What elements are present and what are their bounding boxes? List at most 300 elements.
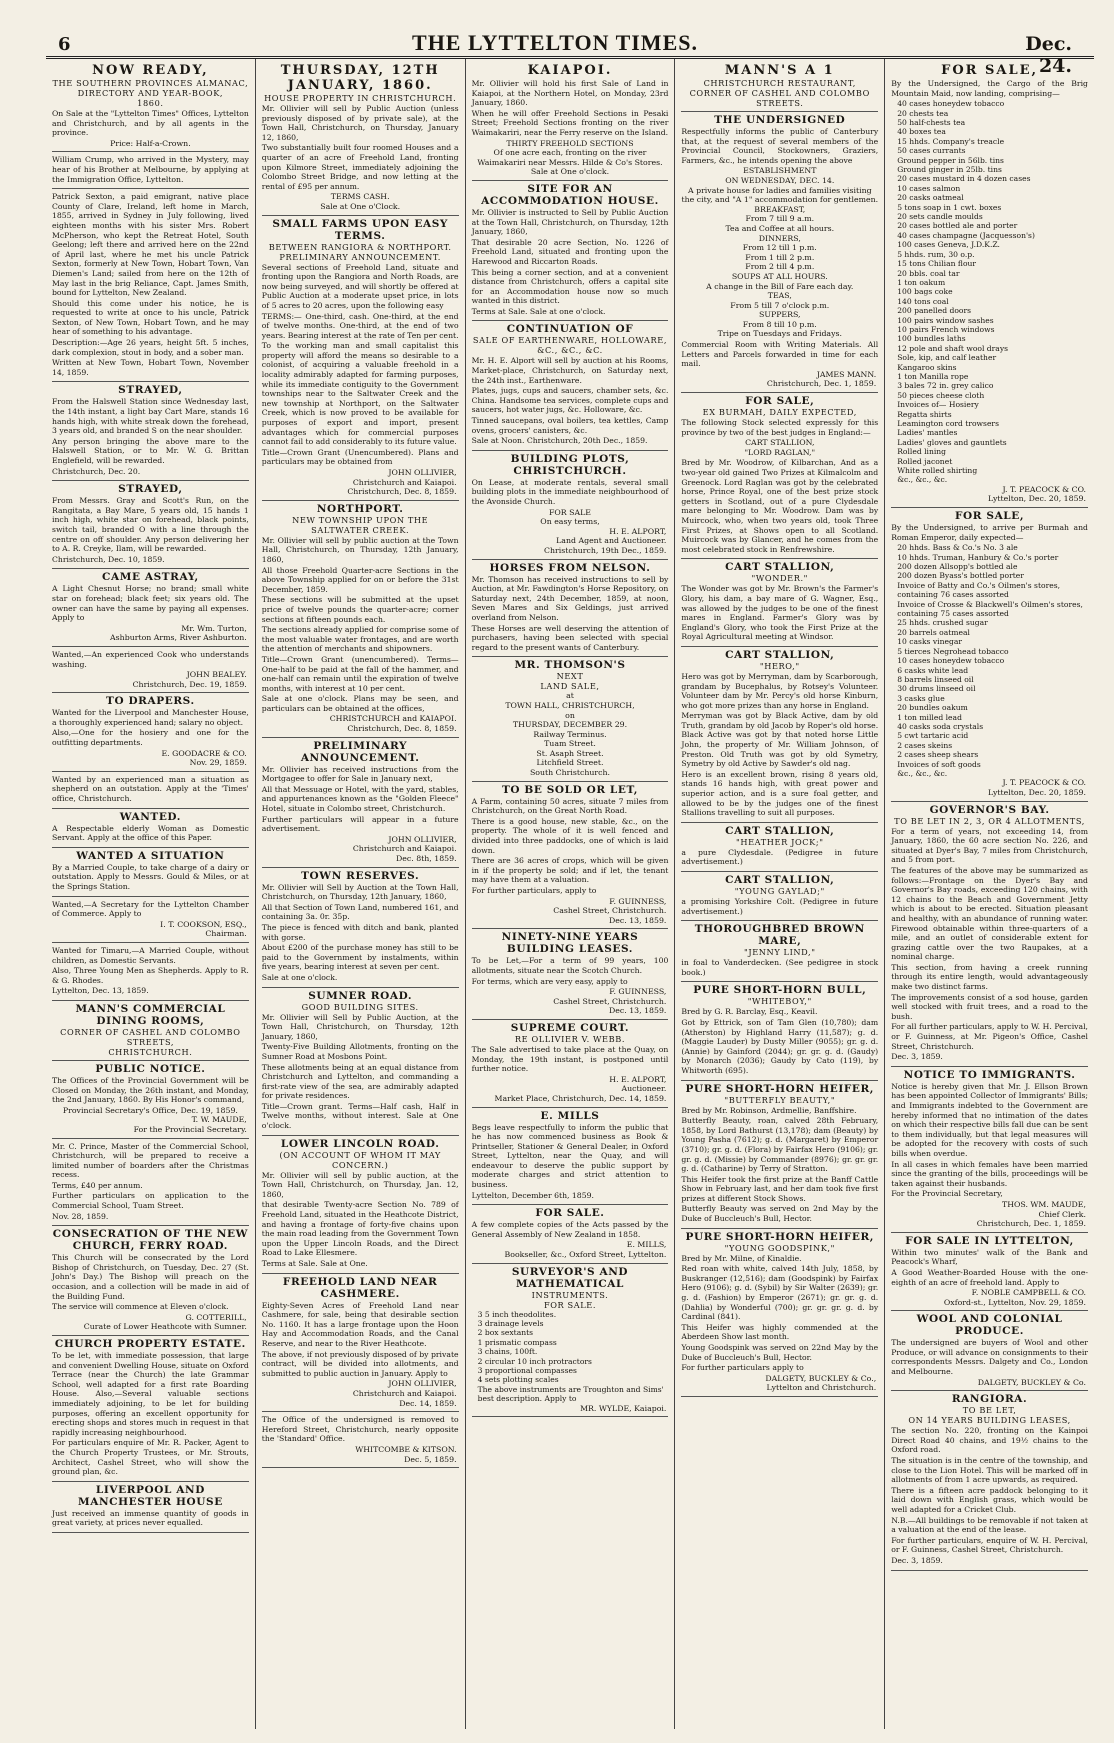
ad-centered-line: On easy terms, [540,517,600,527]
ad-paragraph: Lyttelton, December 6th, 1859. [471,1190,594,1200]
advertisement [472,1264,669,1418]
ad-centered-line: ON WEDNESDAY, DEC. 14. [725,175,835,185]
ad-signature: Chief Clerk. [1038,1209,1086,1219]
list-item: 1 prismatic compass [477,1337,557,1347]
item-list [891,543,1088,778]
ad-signature: Dec. 13, 1859. [609,915,667,925]
ad-heading: FOR SALE, [955,510,1025,523]
column-1 [46,59,256,1729]
advertisement [262,61,459,216]
ad-paragraph: Within two minutes' walk of the Bank and Peacock's Wharf, [891,1247,1088,1267]
ad-paragraph: The improvements consist of a sod house, garden well stocked with fruit trees, and a road to the bush. [891,992,1088,1021]
ad-subheading: INSTRUMENTS. [531,1289,609,1300]
list-item: 3 5 inch theodolites. [477,1309,557,1319]
list-item: 5 tierces Negrohead tobacco [897,646,1009,656]
ad-subheading: SALE OF EARTHENWARE, HOLLOWARE, &C., &C., &C. [472,335,668,356]
ad-subheading: "JENNY LIND," [743,947,816,958]
ad-centered-line: South Christchurch. [529,768,611,778]
list-item: 40 casks soda crystals [897,721,984,731]
ad-heading: CONTINUATION OF [506,323,634,336]
ad-paragraph: Twenty-Five Building Allotments, fronting on the Sumner Road at Mosbons Point. [261,1042,459,1061]
ad-paragraph: Eighty-Seven Acres of Freehold Land near Cashmere, for sale, being that desirable section No. 1160. It has a large frontage upon the Hoon Hay and Accommodation Roads, and the Canal Reserve, and near to the River Heathcote. [261,1300,459,1348]
ad-paragraph: Wanted,—A Secretary for the Lyttelton Chamber of Commerce. Apply to [52,899,249,919]
ad-centered-line: BREAKFAST, [754,204,806,214]
list-item: Invoice of Batty and Co.'s Oilmen's stores, containing 76 cases assorted [897,580,1061,600]
ad-heading: SMALL FARMS UPON EASY TERMS. [272,217,449,242]
ad-paragraph: Mr. Ollivier has received instructions from the Mortgagee to offer for Sale in January next, [261,764,459,784]
ad-signature: WHITCOMBE & KITSON. [355,1444,457,1454]
ad-paragraph: These sections will be submitted at the upset price of twelve pounds the quarter-acre; corner sections at fifteen pounds each. [261,595,459,624]
ad-paragraph: From Messrs. Gray and Scott's Run, on the Rangitata, a Bay Mare, 5 years old, 15 hands 1 inch high, white star on forehead, black points, switch tail, branded O with a line through the centre on off shoulder. Any person delivering her to A. R. Creyke, Ilam, will be rewarded. [52,496,249,554]
ad-signature: Christchurch, Dec. 19, 1859. [132,679,247,689]
ad-signature: Dec. 13, 1859. [609,1006,667,1016]
advertisement [52,647,249,693]
list-item: 5 cwt tartaric acid [897,731,969,741]
issue-date: Dec. 24. [1025,33,1072,77]
ad-centered-line: Provincial Secretary's Office, Dec. 19, 1859. [62,1105,238,1115]
ad-subheading: (ON ACCOUNT OF WHOM IT MAY CONCERN.) [279,1149,441,1170]
ad-heading: TO DRAPERS. [106,695,195,708]
ad-paragraph: Butterfly Beauty was served on 2nd May by the Duke of Buccleuch's Bull, Hector. [681,1204,879,1224]
ad-subheading: TO BE LET IN 2, 3, OR 4 ALLOTMENTS, [894,815,1085,826]
list-item: Leamington cord trowsers [897,419,999,428]
advertisement [52,1482,249,1533]
ad-paragraph: Terms at Sale. Sale at One. [261,1259,368,1268]
ad-paragraph: The Office of the undersigned is removed to Hereford Street, Christchurch, nearly opposite the 'Standard' Office. [261,1415,459,1444]
advertisement [52,1226,249,1336]
advertisement [891,61,1088,508]
ad-paragraph: Bred by Mr. Woodrow, of Kilbarchan, And as a two-year old gained Two Prizes at Kilmalcolm and Greenock. Lord Raglan was got by the celebrated horse, Prince Royal, one of the best prize stock getters in Scotland, out of a pure Clydesdale mare belonging to Mr. Woodrow. Dam was by Muircock, who, when two years old, took Three First Prizes, at Shows open to all Scotland. Muircock was by Glancer, and he comes from the most celebrated stock in Renfrewshire. [681,458,879,554]
ad-centered-line: FOR SALE [548,507,591,517]
item-list [891,99,1088,485]
column-3 [466,59,676,1729]
ad-centered-line: Railway Terminus. [533,729,607,739]
ad-heading: FREEHOLD LAND NEAR CASHMERE. [282,1275,438,1300]
ad-subheading: GOOD BUILDING SITES. [301,1001,419,1012]
ad-subheading: CORNER OF CASHEL AND COLOMBO STREETS. [689,88,870,108]
ad-heading: CHURCH PROPERTY ESTATE. [54,1338,246,1350]
ad-paragraph: Commercial Room with Writing Materials. All Letters and Parcels forwarded in time for each mail. [681,340,879,369]
ad-paragraph: When he will offer Freehold Sections in Pesaki Street; Freehold Sections fronting on the river Waimakariri, near the Ferry reserve on the Island. [471,108,669,137]
ad-paragraph: Christchurch, Dec. 10, 1859. [52,554,165,564]
ad-paragraph: Sale at Noon. Christchurch, 20th Dec., 1859. [471,436,648,446]
ad-subheading: RE OLLIVIER V. WEBB. [514,1033,626,1044]
list-item: 25 hhds. crushed sugar [897,618,988,628]
ad-paragraph: This Heifer took the first prize at the Banff Cattle Show in February last, and her dam took five first prizes at different Stock Shows. [681,1174,879,1203]
advertisement [472,61,669,181]
ad-signature: Christchurch, Dec. 8, 1859. [347,724,457,734]
advertisement [681,1081,878,1229]
ad-signature: JOHN OLLIVIER, [388,1379,457,1389]
ad-signature: F. GUINNESS, [609,896,667,906]
list-item: 50 cases currants [897,146,966,156]
list-item: 1 ton milled lead [897,712,962,722]
ad-centered-line: A private house for ladies and families visiting the city, and "A 1" accommodation for gentlemen. [681,185,879,205]
ad-subheading: PRELIMINARY ANNOUNCEMENT. [279,251,441,262]
column-5 [885,59,1094,1729]
ad-heading: THURSDAY, 12TH JANUARY, 1860. [280,63,440,93]
list-item: 2 box sextants [477,1328,534,1338]
advertisement [262,1136,459,1274]
advertisement [472,657,669,781]
ad-centered-line: at [566,691,574,701]
ad-paragraph: Also,—One for the hosiery and one for the outfitting departments. [52,728,249,748]
ad-heading: WANTED. [119,810,182,823]
ad-paragraph: For all further particulars, apply to W. H. Percival, or F. Guinness, at Mr. Pigeon's Office, Cashel Street, Christchurch. [891,1022,1088,1051]
list-item: 15 hhds. Company's treacle [897,136,1005,146]
ad-signature: I. T. COOKSON, ESQ., [160,919,247,929]
ad-paragraph: Wanted,—An experienced Cook who understands washing. [52,649,249,669]
ad-heading: FOR SALE IN LYTTELTON, [905,1234,1074,1247]
advertisement [681,1229,878,1397]
ad-paragraph: Mr. Ollivier will Sell by Public Auction, at the Town Hall, Christchurch, on Thursday, 12th January, 1860, [261,1012,459,1041]
ad-paragraph: Mr. Thomson has received instructions to sell by Auction, at Mr. Fawdington's Horse Repository, on Saturday next, 24th December, 1859, at noon, Seven Mares and Six Geldings, just arrived overland from Nelson. [471,574,669,622]
ad-heading: THE UNDERSIGNED [714,114,846,126]
ad-subheading: CHRISTCHURCH RESTAURANT, [703,78,856,88]
list-item: 100 bags coke [897,287,953,297]
list-item: 20 hhds. Bass & Co.'s No. 3 ale [897,543,1018,553]
list-item: Sole, kip, and calf leather [897,353,997,363]
ad-paragraph: A Good Weather-Boarded House with the one-eighth of an acre of freehold land. Apply to [891,1267,1088,1287]
list-item: 20 sets candle moulds [897,212,983,222]
ad-paragraph: Dec. 3, 1859. [891,1555,943,1565]
ad-paragraph: a promising Yorkshire Colt. (Pedigree in future advertisement.) [681,897,879,916]
ad-paragraph: Two substantially built four roomed Houses and a quarter of an acre of Freehold Land, fronting upon Kilmore Street, immediately adjoining the Colombo Street Bridge, and now letting at the rental of £95 per annum. [261,143,459,191]
list-item: White rolled shirting [897,466,978,476]
ad-paragraph: Terms, £40 per annum. [52,1180,143,1190]
ad-heading: STRAYED, [118,483,183,496]
list-item: 5 tons soap in 1 cwt. boxes [897,202,1002,212]
ad-signature: For the Provincial Secretary. [133,1124,247,1134]
ad-signature: J. T. PEACOCK & CO. [1002,484,1086,494]
ad-paragraph: Title—Crown Grant (Unencumbered). Plans and particulars may be obtained from [261,447,459,467]
advertisement [262,501,459,738]
ad-paragraph: Merryman was got by Black Active, dam by old Truth, grandam by old Jacob by Roper's old horse. Black Active was got by that noted horse Little John, the property of Mr. William Johnson, of Preston. Old Truth was got by old Symetry, Symetry by old Active by Sawder's old nag. [681,711,879,769]
ad-paragraph: From the Halswell Station since Wednesday last, the 14th instant, a light bay Cart Mare, stands 16 hands high, with white streak down the forehead, 3 years old, and branded S on the near shoulder. [52,397,249,436]
list-item: 140 tons coal [897,296,949,306]
ad-paragraph: Notice is hereby given that Mr. J. Ellson Brown has been appointed Collector of Immigrants' Bills; and Immigrants indebted to the Government are hereby informed that no intimation of the dates on which their respective bills fall due can be sent to them individually, but that legal measures will be adopted for the recovery with costs of such bills when overdue. [891,1081,1088,1158]
columns [46,59,1094,1729]
list-item: 20 casks oatmeal [897,193,964,203]
ad-heading: MANN'S A 1 [724,63,835,78]
ad-centered-line: From 2 till 4 p.m. [745,262,815,272]
ad-paragraph: The piece is fenced with ditch and bank, planted with gorse. [261,922,459,942]
list-item: 10 pairs French windows [897,324,995,334]
advertisement [52,848,249,897]
ad-paragraph: Also, Three Young Men as Shepherds. Apply to R. & G. Rhodes. [52,966,249,985]
ad-paragraph: This Church will be consecrated by the Lord Bishop of Christchurch, on Tuesday, Dec. 27 (St. John's Day.) The Bishop will preach on the occasion, and a collection will be made in aid of the Building Fund. [52,1253,249,1301]
ad-signature: Christchurch, Dec. 8, 1859. [347,487,457,497]
ad-centered-line: Sale at One o'Clock. [320,201,401,211]
list-item: 10 cases salmon [897,183,961,193]
ad-heading: WOOL AND COLONIAL PRODUCE. [916,1313,1063,1338]
ad-paragraph: Wanted by an experienced man a situation as shepherd on an outstation. Apply at the 'Times' office, Christchurch. [52,774,249,804]
advertisement [52,61,249,152]
list-item: Kangaroo skins [897,362,957,372]
ad-paragraph: These Horses are well deserving the attention of purchasers, having been selected with special regard to the present wants of Canterbury. [471,623,669,652]
advertisement [472,782,669,930]
ad-centered-line: on [565,710,575,720]
ad-heading: CART STALLION, [725,874,835,886]
advertisement [262,738,459,868]
advertisement [52,1139,249,1227]
ad-paragraph: The service will commence at Eleven o'clock. [52,1302,229,1312]
ad-paragraph: William Crump, who arrived in the Mystery, may hear of his Brother at Melbourne, by applying at the Immigration Office, Lyttelton. [52,155,249,184]
list-item: 8 barrels linseed oil [897,674,974,684]
ad-centered-line: ESTABLISHMENT [743,166,817,176]
list-item: Invoices of soft goods [897,759,981,769]
ad-paragraph: The sections already applied for comprise some of the most valuable water frontages, and are worth the attention of merchants and shipowners. [261,625,459,654]
ad-paragraph: Begs leave respectfully to inform the public that he has now commenced business as Book & Printseller, Stationer & General Dealer, in Oxford Street, Lyttelton, near the Quay, and will endeavour to deserve the public support by moderate charges and strict attention to business. [471,1122,669,1190]
advertisement [52,569,249,647]
ad-signature: Lyttelton, Dec. 20, 1859. [987,494,1086,504]
list-item: 20 chests tea [897,108,949,118]
list-item: 200 panelled doors [897,306,972,316]
ad-subheading: EX BURMAH, DAILY EXPECTED, [702,407,857,418]
list-item: Rolled lining [897,447,947,457]
list-item: 40 cases champagne (Jacquesson's) [897,230,1035,240]
ad-heading: SUMNER ROAD. [308,989,413,1002]
ad-paragraph: In all cases in which females have been married since the granting of the bills, proceedings will be taken against their husbands. [891,1159,1088,1188]
list-item: 3 proportional compasses [477,1366,577,1376]
ad-paragraph: Christchurch, Dec. 20. [52,466,141,476]
advertisement [52,943,249,1001]
ad-paragraph: This being a corner section, and at a convenient distance from Christchurch, offers a capital site for an Accommodation house now so much wanted in this district. [471,267,669,306]
list-item: 20 bbls. coal tar [897,268,960,278]
ad-subheading: BETWEEN RANGIORA & NORTHPORT. [268,241,452,252]
ad-signature: F. GUINNESS, [609,987,667,997]
list-item: Rolled jaconet [897,456,953,466]
list-item: 2 cases skeins [897,740,953,750]
ad-subheading: HOUSE PROPERTY IN CHRISTCHURCH. [264,93,457,103]
ad-subheading: "YOUNG GAYLAD;" [734,886,825,896]
ad-subheading: "HEATHER JOCK;" [735,836,824,847]
ad-heading: SITE FOR AN ACCOMMODATION HOUSE. [481,182,659,207]
list-item: 20 cases bottled ale and porter [897,221,1018,231]
ad-paragraph: Hero is an excellent brown, rising 8 years old, stands 16 hands high, with great power and superior action, and is a sure foal getter, and allowed to be by the judges one of the finest Stallions travelling to suit all purposes. [681,769,879,818]
ad-paragraph: Young Goodspink was served on 22nd May by the Duke of Buccleuch's Bull, Hector. [681,1343,879,1362]
advertisement [681,647,878,823]
ad-signature: Christchurch, 19th Dec., 1859. [544,545,667,555]
advertisement [681,61,878,112]
ad-signature: Christchurch and Kaiapoi. [352,477,457,487]
advertisement [681,112,878,393]
ad-centered-line: From 5 till 7 o'clock p.m. [730,300,830,310]
ad-subheading: CHRISTCHURCH. [108,1046,193,1057]
list-item: 50 pieces cheese cloth [897,390,985,400]
list-item: 2 cases sheep shears [897,750,979,760]
ad-centered-line: DINNERS, [758,233,801,243]
ad-signature: JAMES MANN. [816,369,877,379]
ad-signature: Nov. 29, 1859. [189,758,247,768]
ad-heading: PURE SHORT-HORN HEIFER, [685,1230,875,1243]
advertisement [472,321,669,450]
ad-centered-line: Tea and Coffee at all hours. [725,223,835,233]
ad-heading: CART STALLION, [725,648,835,661]
ad-paragraph: Bred by Mr. Milne, of Kinaldie. [681,1253,802,1263]
ad-centered-line: A change in the Bill of Fare each day. [706,281,854,291]
ad-centered-line: "LORD RAGLAN," [744,447,816,457]
ad-paragraph: N.B.—All buildings to be removable if not taken at a valuation at the end of the lease. [891,1515,1088,1535]
ad-signature: Lyttelton, Dec. 20, 1859. [987,787,1086,797]
ad-subheading: THE SOUTHERN PROVINCES ALMANAC, DIRECTORY AND YEAR-BOOK, [52,78,249,98]
ad-signature: Christchurch and Kaiapoi. [352,1388,457,1398]
advertisement [891,1311,1088,1391]
list-item: 1 ton Manilla rope [897,371,969,381]
ad-paragraph: that desirable Twenty-acre Section No. 789 of Freehold Land, situated in the Heathcote District, and having a frontage of forty-five chains upon the main road leading from the Government Town upon the Upper Lincoln Roads, and the Direct Road to Lake Ellesmere. [261,1200,459,1258]
list-item: 4 sets plotting scales [477,1375,559,1385]
ad-signature: Lyttelton and Christchurch. [766,1383,877,1393]
ad-signature: Bookseller, &c., Oxford Street, Lyttelton. [504,1250,667,1260]
ad-heading: SURVEYOR'S AND MATHEMATICAL [511,1265,629,1290]
ad-paragraph: All those Freehold Quarter-acre Sections in the above Township applied for on or before the 31st December, 1859. [261,565,459,594]
ad-signature: THOS. WM. MAUDE, [1002,1199,1086,1209]
ad-paragraph: A Respectable elderly Woman as Domestic Servant. Apply at the office of this Paper. [52,823,249,843]
ad-signature: Christchurch and Kaiapoi. [352,844,457,854]
advertisement [891,1391,1088,1570]
advertisement [262,1274,459,1413]
ad-heading: HORSES FROM NELSON. [489,561,651,574]
ad-signature: Christchurch, Dec. 1, 1859. [976,1219,1086,1229]
advertisement [472,181,669,322]
ad-paragraph: Sale at one o'clock. Plans may be seen, and particulars can be obtained at the offices, [261,694,459,713]
ad-signature: MR. WYLDE, Kaiapoi. [580,1403,667,1413]
item-list [472,1310,669,1404]
advertisement [472,929,669,1020]
advertisement [891,508,1088,802]
list-item: 20 cases mustard in 4 dozen cases [897,174,1031,184]
ad-paragraph: Bred by G. R. Barclay, Esq., Keavil. [681,1007,818,1017]
ad-paragraph: To be let, with immediate possession, that large and convenient Dwelling House, situate on Oxford Terrace (near the Church) the late Grammar School, well adapted for a first rate Boarding House. Also,—Several valuable sections immediately adjoining, to be let for building purposes, offering an excellent opportunity for erecting shops and stores much in request in that rapidly increasing neighbourhood. [52,1351,249,1437]
ad-signature: CHRISTCHURCH and KAIAPOI. [329,714,457,724]
ad-paragraph: Plates, jugs, cups and saucers, chamber sets, &c. China. Handsome tea services, complete cups and saucers, hot water jugs, &c. Holloware, &c. [471,386,669,415]
advertisement [472,1108,669,1206]
list-item: 15 tons Chilian flour [897,259,977,269]
ad-paragraph: Mr. Ollivier is instructed to Sell by Public Auction at the Town Hall, Christchurch, on Thursday, 12th January, 1860, [471,207,669,237]
ad-heading: CAME ASTRAY, [102,571,199,584]
list-item: 10 hhds. Truman, Hanbury & Co.'s porter [897,552,1059,562]
ad-centered-line: CART STALLION, [745,438,815,448]
ad-paragraph: There is a good house, new stable, &c., on the property. The whole of it is well fenced and divided into three paddocks, one of which is laid down. [471,816,669,855]
ad-paragraph: The undersigned are buyers of Wool and other Produce, or will advance on consignments to their correspondents Messrs. Dalgety and Co., London and Melbourne. [891,1338,1088,1377]
advertisement [52,1336,249,1482]
ad-signature: JOHN BEALEY. [186,670,247,680]
ad-paragraph: Bred by Mr. Robinson, Ardmellie, Banffshire. [681,1105,857,1115]
ad-centered-line: From 7 till 9 a.m. [745,214,815,224]
ad-paragraph: Patrick Sexton, a paid emigrant, native place County of Clare, Ireland, left home in March, 1855, arrived in Sydney in July following, lived eighteen months with his sister Mrs. Robert McPherson, who kept the Retreat Hotel, South Geelong; left there and arrived here on the 22nd of April last, where he met his uncle Patrick Sexton, formerly at New Town, Hobart Town, Van Diemen's Land; sailed from here on the 12th of May last in the brig Reliance, Capt. James Smith, bound for Lyttelton, New Zealand. [52,192,249,298]
ad-paragraph: This section, from having a creek running through its entire length, would advantageously make two distinct farms. [891,962,1088,992]
ad-signature: H. E. ALPORT, [609,1074,667,1084]
advertisement [681,559,878,647]
ad-signature: Market Place, Christchurch, Dec. 14, 1859. [494,1093,667,1103]
advertisement [262,1412,459,1468]
ad-signature: E. GOODACRE & CO. [161,748,247,758]
advertisement [262,216,459,501]
ad-paragraph: Sale at one o'clock. [261,972,338,982]
ad-paragraph: Got by Ettrick, son of Tam Glen (10,780); dam (Atherston) by Highland Harry (11,587); g. d. (Maggie Lauder) by Dusty Miller (9055); gr. g. d. (Annie) by Gainford (2044); gr. gr. g. d. (Gaudy) by Monarch (2036); Gaudy by Cato (119), by Whitworth (695). [681,1017,879,1075]
ad-signature: DALGETY, BUCKLEY & Co., [765,1373,877,1383]
ad-paragraph: Butterfly Beauty, roan, calved 28th February, 1858, by Lord Bathurst (13,178); dam (Beauty) by Young Pasha (7612); g. d. (Margaret) by Emperor (3710); gr. g. d. (Flora) by Fairfax Hero (9106); gr. gr. g. d. (Missie) by Commander (8976); gr. gr. gr. g. d. (Catharine) by Terry of Stratton. [681,1116,879,1174]
ad-centered-line: Tuam Street. [544,739,596,749]
ad-heading: NOTICE TO IMMIGRANTS. [903,1068,1076,1081]
advertisement [472,560,669,658]
ad-subheading: "WHITEBOY," [747,996,812,1007]
ad-signature: Dec. 14, 1859. [399,1398,457,1408]
ad-paragraph: For terms, which are very easy, apply to [471,976,628,986]
ad-paragraph: There are 36 acres of crops, which will be given in if the property be sold; and if let, the tenant may have them at a valuation. [471,856,669,885]
ad-paragraph: For further particulars apply to [681,1363,804,1373]
advertisement [52,152,249,189]
ad-subheading: "YOUNG GOODSPINK," [724,1242,835,1253]
ad-subheading: FOR SALE. [543,1299,597,1310]
ad-paragraph: Further particulars on application to the Commercial School, Tuam Street. [52,1191,249,1211]
advertisement [52,481,249,569]
ad-paragraph: Wanted for Timaru,—A Married Couple, without children, as Domestic Servants. [52,945,249,965]
ad-subheading: "BUTTERFLY BEAUTY," [724,1094,836,1105]
ad-subheading: 1860. [137,98,164,108]
ad-paragraph: A few complete copies of the Acts passed by the General Assembly of New Zealand in 1858. [471,1220,669,1239]
ad-paragraph: Mr. Ollivier will sell by public auction at the Town Hall, Christchurch, on Thursday, 12th January, 1860, [261,535,459,564]
list-item: 2 circular 10 inch protractors [477,1356,592,1366]
ad-heading: CONSECRATION OF THE NEW CHURCH, FERRY ROAD. [52,1228,249,1253]
column-4 [675,59,885,1729]
ad-paragraph: Mr. Ollivier will sell by public auction, at the Town Hall, Christchurch, on Thursday, Jan. 12, 1860, [261,1170,459,1199]
ad-paragraph: The section No. 220, fronting on the Kainpoi Direct Road 40 chains, and 19½ chains to the Oxford road. [891,1426,1088,1455]
ad-heading: LOWER LINCOLN ROAD. [280,1137,440,1150]
ad-paragraph: The Offices of the Provincial Government will be Closed on Monday, the 26th instant, and Monday, the 2nd January, 1860. By His Honor's command, [52,1075,249,1105]
ad-signature: Cashel Street, Christchurch. [553,906,667,916]
ad-paragraph: Dec. 3, 1859. [891,1052,943,1062]
ad-heading: LIVERPOOL AND MANCHESTER HOUSE [77,1483,223,1508]
ad-heading: FOR SALE, [941,63,1039,78]
advertisement [52,693,249,772]
ad-paragraph: Title—Crown grant. Terms—Half cash, Half in Twelve months, without interest. Sale at One o'clock. [261,1101,459,1131]
ad-paragraph: Written at New Town, Hobart Town, November 14, 1859. [52,358,249,377]
ad-paragraph: For further particulars, apply to [471,886,597,895]
ad-paragraph: The Wonder was got by Mr. Brown's the Farmer's Glory, his dam, a bay mare of G. Wagner, Esq., was allowed by the judges to be one of the finest mares in England. Farmer's Glory was by England's Glory, who took the First Prize at the Royal Agricultural meeting at Windsor. [681,584,879,642]
list-item: 3 drainage levels [477,1319,544,1329]
ad-paragraph: Just received an immense quantity of goods in great variety, at prices never equalled. [52,1508,249,1528]
advertisement [472,451,669,560]
ad-subheading: NEW TOWNSHIP UPON THE SALTWATER CREEK. [292,514,429,535]
ad-signature: Cashel Street, Christchurch. [553,996,667,1006]
ad-centered-line: THIRTY FREEHOLD SECTIONS [506,138,634,148]
ad-heading: GOVERNOR'S BAY. [929,803,1050,816]
advertisement [681,393,878,559]
ad-subheading: NEXT [556,671,584,682]
list-item: 30 drums linseed oil [897,684,976,694]
ad-paragraph: Mr. Ollivier will sell by Public Auction (unless previously disposed of by private sale), at the Town Hall, Christchurch, on Thursday, January 12, 1860, [261,104,459,142]
ad-paragraph: Mr. Ollivier will Sell by Auction at the Town Hall, Christchurch, on Thursday, 12th January, 1860, [261,882,459,902]
ad-centered-line: St. Asaph Street. [536,748,604,758]
ad-heading: E. MILLS [540,1109,600,1122]
advertisement [472,1020,669,1108]
advertisement [891,802,1088,1067]
list-item: 50 half-chests tea [897,118,966,127]
ad-centered-line: TOWN HALL, CHRISTCHURCH, [505,700,635,710]
list-item: 10 cases honeydew tobacco [897,656,1005,666]
ad-heading: FOR SALE. [535,1207,605,1220]
advertisement [52,189,249,382]
ad-heading: CART STALLION, [725,824,835,837]
ad-signature: JOHN OLLIVIER, [388,468,457,477]
list-item: The above instruments are Troughton and Sims' best description. Apply to [477,1384,664,1404]
list-item: Ground pepper in 56lb. tins [897,155,1004,165]
advertisement [52,897,249,943]
advertisement [891,1067,1088,1233]
ad-paragraph: All that Section of Town Land, numbered 161, and containing 3a. 0r. 35p. [261,902,459,922]
ad-centered-line: From 1 till 2 p.m. [745,252,815,262]
